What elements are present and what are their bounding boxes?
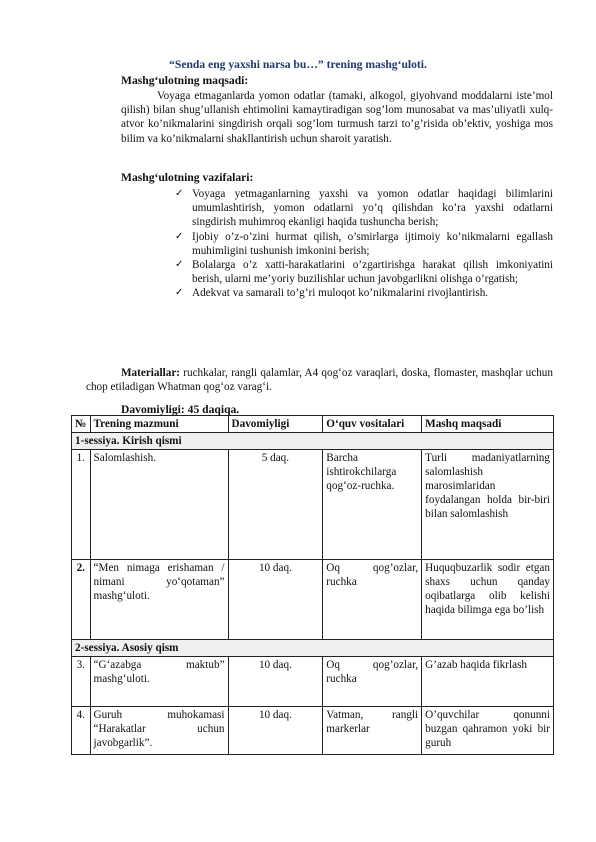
row-duration: 10 daq. [228, 657, 323, 707]
tasks-list [175, 187, 553, 301]
materials-paragraph [86, 366, 553, 394]
row-duration: 10 daq. [228, 560, 323, 640]
materials-text: ruchkalar, rangli qalamlar, A4 qog‘oz varaqlari, doska, flomaster, mashqlar uchun chop etiladigan Whatman qog‘oz varag‘i. [86, 367, 553, 394]
section-title: 1-sessiya. Kirish qismi [72, 433, 554, 450]
row-goal: Huquqbuzarlik sodir etgan shaxs uchun qanday oqibatlarga olib kelishi haqida bilimga ega bo’lish [422, 560, 554, 640]
row-tools: Oq qog’ozlar, ruchka [323, 657, 422, 707]
table-row [72, 657, 554, 707]
row-content: “Men nimaga erishaman / nimani yo‘qotaman” mashg‘uloti. [90, 560, 228, 640]
task-item: ✓ Bolalarga o’z xatti-harakatlarini o’zgartirishga harakat qilish imkoniyatini berish, ularni me’yoriy buzilishlar uchun javobgarlikni olishga o’rgatish; [175, 259, 553, 286]
row-tools: Barcha ishtirokchilarga qog‘oz-ruchka. [323, 450, 422, 560]
row-duration: 10 daq. [228, 707, 323, 755]
row-content: Salomlashish. [90, 450, 228, 560]
tasks-heading: Mashg‘ulotning vazifalari: [121, 171, 254, 184]
task-item: ✓ Adekvat va samarali to’g’ri muloqot ko’nikmalarini rivojlantirish. [175, 287, 489, 300]
goal-text: Voyaga etmaganlarda yomon odatlar (tamaki, alkogol, giyohvand moddalarni iste’mol qilish) bilan shug’ullanish ehtimolini kamaytiradigan sog’lom munosabat va mas’uliyatli xulq-atvor ko’nikmalarini singdirish orqali sog’lom turmush tarzi to’g’risida ob’ektiv, yoshiga mos bilim va ko’nikmalarni shakllantirish uchun sharoit yaratish. [121, 90, 553, 145]
section-row [72, 640, 554, 657]
header-tools: O‘quv vositalari [323, 416, 422, 433]
document-title-text: “Senda eng yaxshi narsa bu…” trening mashg‘uloti. [169, 58, 427, 71]
row-number: 4. [72, 707, 91, 755]
section-row [72, 433, 554, 450]
task-item: ✓ Ijobiy o’z-o’zini hurmat qilish, o’smirlarga ijtimoiy ko’nikmalarni egallash muhimligini tushunish imkonini berish; [175, 230, 553, 257]
table-row [72, 450, 554, 560]
checkmark-icon: ✓ [175, 188, 184, 199]
table-header-row [72, 416, 554, 433]
row-number: 1. [72, 450, 91, 560]
row-goal: O’quvchilar qonunni buzgan qahramon yoki bir guruh [422, 707, 554, 755]
row-content: “G‘azabga maktub” mashg‘uloti. [90, 657, 228, 707]
row-tools: Oq qog’ozlar, ruchka [323, 560, 422, 640]
header-goal: Mashq maqsadi [422, 416, 554, 433]
header-content: Trening mazmuni [90, 416, 228, 433]
row-tools: Vatman, rangli markerlar [323, 707, 422, 755]
row-goal: G’azab haqida fikrlash [422, 657, 554, 707]
header-number: № [72, 416, 91, 433]
duration-line: Davomiyligi: 45 daqiqa. [121, 403, 240, 416]
goal-paragraph [121, 89, 553, 146]
training-table [71, 415, 554, 755]
checkmark-icon: ✓ [175, 230, 184, 242]
checkmark-icon: ✓ [175, 259, 184, 271]
row-duration: 5 daq. [228, 450, 323, 560]
checkmark-icon: ✓ [175, 287, 184, 299]
materials-label: Materiallar: [121, 367, 181, 379]
table-row [72, 560, 554, 640]
goal-heading: Mashg‘ulotning maqsadi: [121, 74, 249, 87]
section-title: 2-sessiya. Asosiy qism [72, 640, 554, 657]
row-number: 3. [72, 657, 91, 707]
row-goal: Turli madaniyatlarning salomlashish marosimlaridan foydalangan holda bir-biri bilan salomlashish [422, 450, 554, 560]
document-title [0, 58, 596, 71]
row-content: Guruh muhokamasi “Harakatlar uchun javobgarlik”. [90, 707, 228, 755]
header-duration: Davomiyligi [228, 416, 323, 433]
table-row [72, 707, 554, 755]
task-item: ✓ Voyaga yetmaganlarning yaxshi va yomon odatlar haqidagi bilimlarini umumlashtirish, yomon odatlarni yo’q qilishdan ko’ra yaxshi odatlarni singdirish muhimroq ekanligi haqida tushuncha berish; [175, 188, 553, 229]
row-number: 2. [72, 560, 91, 640]
